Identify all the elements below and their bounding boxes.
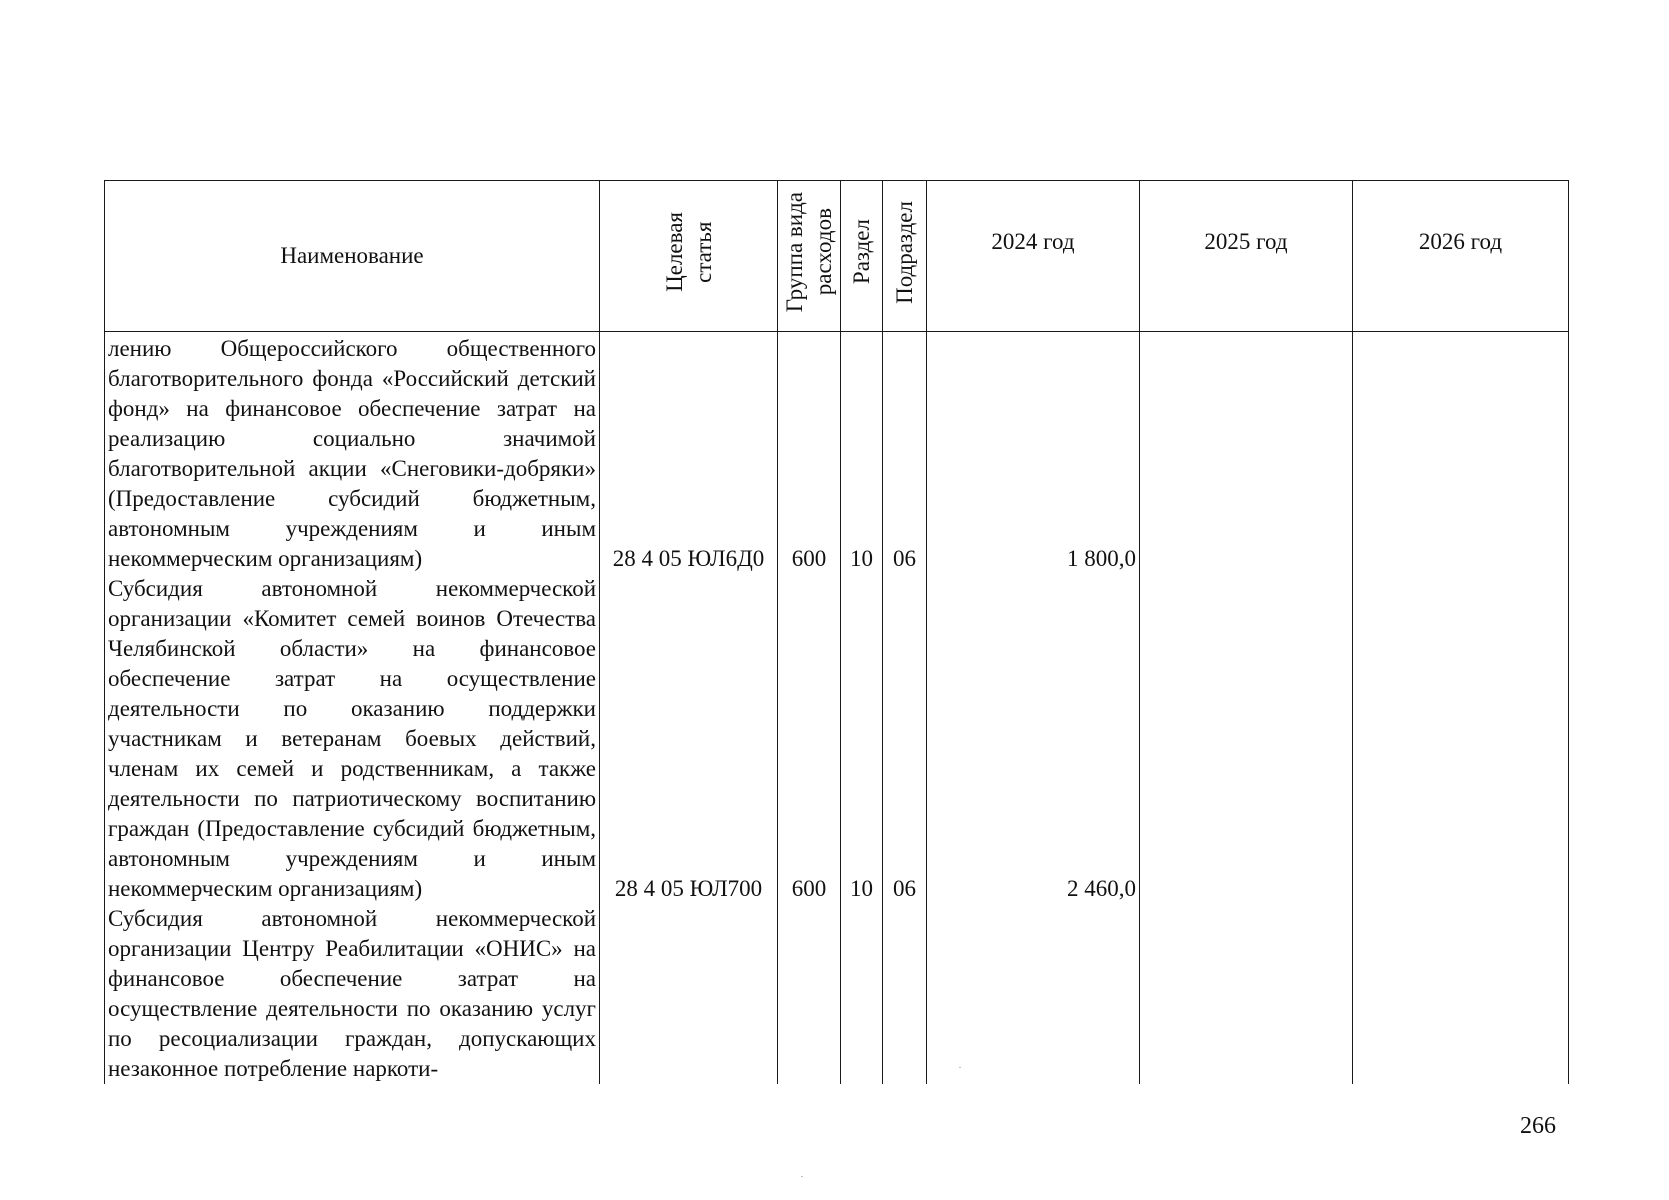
page-number: 266 <box>1520 1113 1556 1139</box>
row-subsection <box>883 904 927 1084</box>
row-section: 10 <box>841 574 883 904</box>
header-2024: 2024 год <box>927 181 1140 332</box>
header-section-label: Раздел <box>849 219 874 285</box>
row-amount-2024: 2 460,0 <box>927 574 1140 904</box>
header-expense-group <box>778 181 841 332</box>
row-name: Субсидия автономной некоммерческой организации «Комитет семей воинов Отечества Челябинской области» на финансовое обеспечение затрат на осуществление деятельности по оказанию поддержки участникам и ветеранам боевых действий, членам их семей и родственникам, а также деятельности по патриотическому воспитанию граждан (Предоставление субсидий бюджетным, автономным учреждениям и иным некоммерческим организациям) <box>105 574 600 904</box>
row-expense-group: 600 <box>778 332 841 575</box>
row-section <box>841 904 883 1084</box>
header-target-article <box>600 181 778 332</box>
header-expense-group-label: Группа вида расходов <box>782 191 836 313</box>
header-target-article-label: Целевая статья <box>661 212 716 292</box>
table-row <box>105 332 1569 575</box>
row-target-article: 28 4 05 ЮЛ6Д0 <box>600 332 778 575</box>
row-target-article <box>600 904 778 1084</box>
row-amount-2026 <box>1353 574 1569 904</box>
row-subsection: 06 <box>883 332 927 575</box>
header-section <box>841 181 883 332</box>
scan-artifact <box>959 1067 961 1068</box>
budget-table <box>104 180 1569 1084</box>
row-target-article: 28 4 05 ЮЛ700 <box>600 574 778 904</box>
row-expense-group <box>778 904 841 1084</box>
row-amount-2024: 1 800,0 <box>927 332 1140 575</box>
header-2025: 2025 год <box>1140 181 1353 332</box>
header-subsection <box>883 181 927 332</box>
row-amount-2025 <box>1140 904 1353 1084</box>
header-subsection-label: Подраздел <box>892 200 917 304</box>
header-2026: 2026 год <box>1353 181 1569 332</box>
table-row <box>105 904 1569 1084</box>
table-header-row <box>105 181 1569 332</box>
row-amount-2025 <box>1140 332 1353 575</box>
row-amount-2024 <box>927 904 1140 1084</box>
row-name: лению Общероссийского общественного благотворительного фонда «Российский детский фонд» на финансовое обеспечение затрат на реализацию социально значимой благотворительной акции «Снеговики-добряки» (Предоставление субсидий бюджетным, автономным учреждениям и иным некоммерческим организациям) <box>105 332 600 575</box>
row-amount-2026 <box>1353 332 1569 575</box>
scan-artifact <box>801 1176 803 1177</box>
row-amount-2026 <box>1353 904 1569 1084</box>
row-expense-group: 600 <box>778 574 841 904</box>
row-section: 10 <box>841 332 883 575</box>
header-name: Наименование <box>105 181 600 332</box>
row-amount-2025 <box>1140 574 1353 904</box>
table-row <box>105 574 1569 904</box>
row-name: Субсидия автономной некоммерческой организации Центру Реабилитации «ОНИС» на финансовое обеспечение затрат на осуществление деятельности по оказанию услуг по ресоциализации граждан, допускающих незаконное потребление наркоти- <box>105 904 600 1084</box>
row-subsection: 06 <box>883 574 927 904</box>
